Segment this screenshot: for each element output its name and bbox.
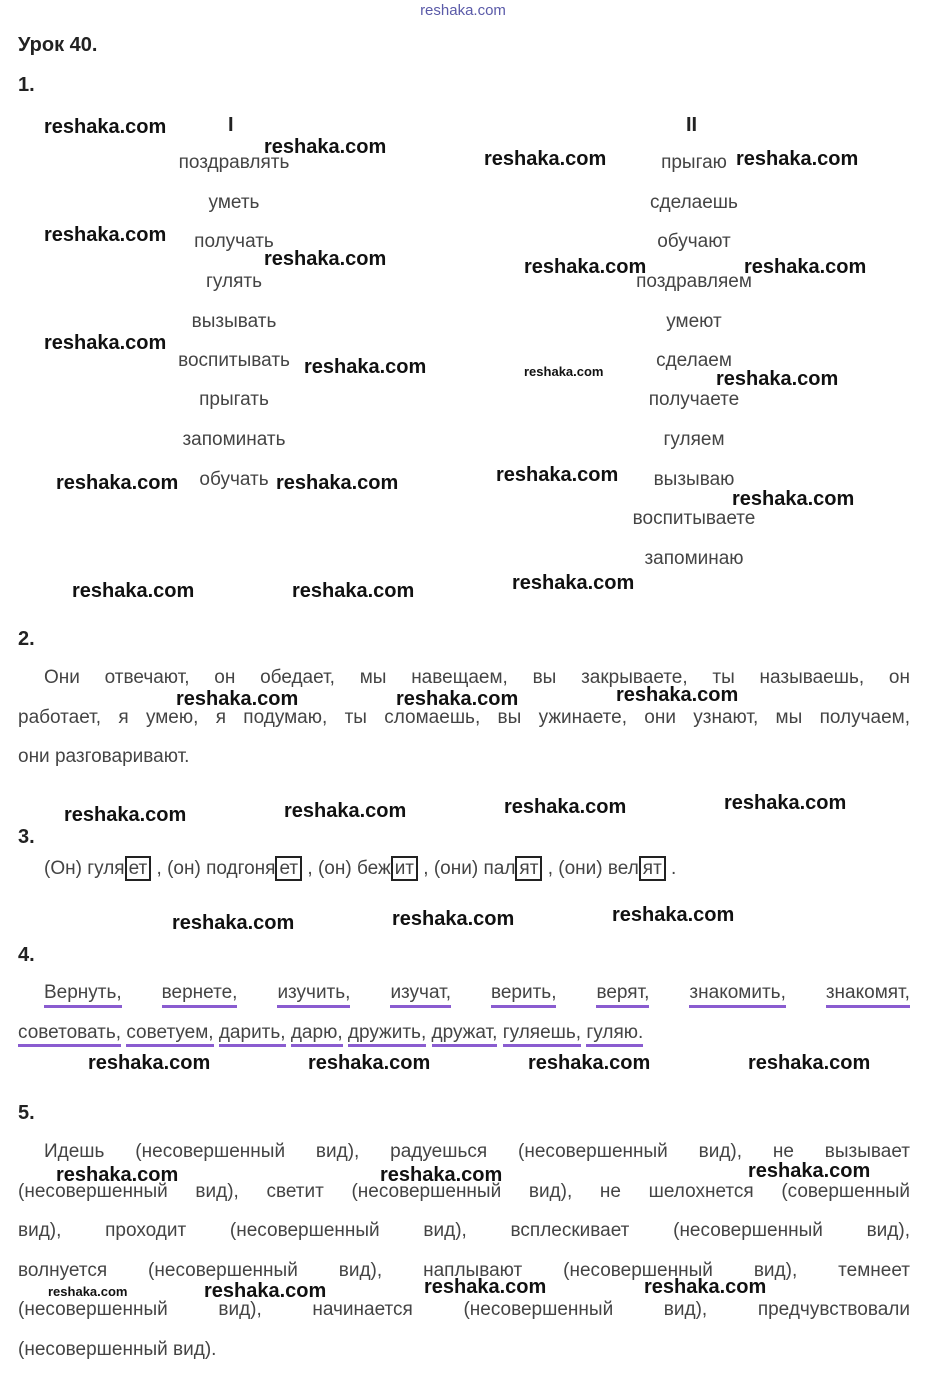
column-2-word: получаете [648, 389, 740, 410]
separator: , [418, 858, 434, 879]
verb-ending-box: ят [515, 856, 542, 881]
column-1-word: получать [194, 231, 274, 252]
column-1-word: поздравлять [178, 152, 290, 173]
underlined-word: вернете, [162, 982, 238, 1008]
watermark: reshaka.com [424, 1276, 547, 1298]
task-4-line-1 [44, 982, 910, 1008]
column-2-word: поздравляем [636, 271, 752, 292]
watermark: reshaka.com [744, 256, 867, 278]
watermark: reshaka.com [72, 580, 195, 602]
column-2-word: гуляем [663, 429, 725, 450]
task-5-line: (несовершенный вид), начинается (несовершенный вид), предчувствовали [18, 1299, 910, 1320]
task-4-line-2 [18, 1022, 643, 1044]
task-5-number: 5. [18, 1102, 35, 1124]
underlined-word: дарить, [219, 1022, 286, 1047]
watermark: reshaka.com [380, 1164, 503, 1186]
task-5-line: вид), проходит (несовершенный вид), всплескивает (несовершенный вид), [18, 1220, 910, 1241]
task-1-number: 1. [18, 74, 35, 96]
watermark: reshaka.com [176, 688, 299, 710]
underlined-word: знакомят, [826, 982, 910, 1008]
watermark: reshaka.com [736, 148, 859, 170]
verb-stem: (он) подгоня [167, 858, 276, 879]
separator: , [302, 858, 318, 879]
watermark: reshaka.com [732, 488, 855, 510]
task-5-line: Идешь (несовершенный вид), радуешься (несовершенный вид), не вызывает [44, 1141, 910, 1162]
watermark: reshaka.com [276, 472, 399, 494]
watermark: reshaka.com [616, 684, 739, 706]
column-1-word: обучать [199, 469, 269, 490]
verb-stem: (они) пал [433, 858, 516, 879]
verb-ending-box: ит [391, 856, 418, 881]
column-1-word: вызывать [191, 311, 277, 332]
watermark: reshaka.com [88, 1052, 211, 1074]
underlined-word: знакомить, [689, 982, 785, 1008]
column-2-word: прыгаю [661, 152, 727, 173]
underlined-word: дарю, [291, 1022, 343, 1047]
task-2-number: 2. [18, 628, 35, 650]
watermark: reshaka.com [724, 792, 847, 814]
watermark: reshaka.com [308, 1052, 431, 1074]
watermark: reshaka.com [484, 148, 607, 170]
task-2-line: Они отвечают, он обедает, мы навещаем, вы закрываете, ты называешь, он [44, 667, 910, 688]
watermark: reshaka.com [44, 332, 167, 354]
watermark: reshaka.com [56, 472, 179, 494]
underlined-word: гуляю. [586, 1022, 643, 1047]
verb-stem: (Он) гуля [44, 858, 125, 879]
underlined-word: дружить, [348, 1022, 426, 1047]
column-2-word: сделаем [656, 350, 732, 371]
watermark: reshaka.com [48, 1284, 128, 1299]
column-2-word: обучают [657, 231, 731, 252]
underlined-word: Вернуть, [44, 982, 122, 1008]
column-1-word: гулять [206, 271, 262, 292]
watermark: reshaka.com [264, 248, 387, 270]
task-2-text [18, 658, 910, 777]
watermark: reshaka.com [512, 572, 635, 594]
task-5-line: (несовершенный вид), светит (несовершенный вид), не шелохнется (совершенный [18, 1180, 910, 1202]
watermark: reshaka.com [612, 904, 735, 926]
column-1-word: уметь [208, 192, 260, 213]
watermark: reshaka.com [396, 688, 519, 710]
watermark: reshaka.com [644, 1276, 767, 1298]
column-1-word: воспитывать [178, 350, 290, 371]
column-2-word: вызываю [653, 469, 735, 490]
watermark: reshaka.com [748, 1160, 871, 1182]
watermark: reshaka.com [524, 256, 647, 278]
watermark: reshaka.com [716, 368, 839, 390]
column-2-word: сделаешь [650, 192, 738, 213]
watermark: reshaka.com [292, 580, 415, 602]
watermark: reshaka.com [748, 1052, 871, 1074]
task-2-line: работает, я умею, я подумаю, ты сломаешь, вы ужинаете, они узнают, мы получаем, [18, 706, 910, 728]
lesson-title: Урок 40. [18, 34, 98, 56]
column-2-label: II [686, 114, 698, 136]
task-4-number: 4. [18, 944, 35, 966]
column-1-label: I [228, 114, 234, 136]
column-1-word: запоминать [182, 429, 286, 450]
verb-stem: (он) беж [317, 858, 391, 879]
verb-ending-box: ят [639, 856, 666, 881]
task-3-text [44, 858, 676, 880]
underlined-word: дружат, [432, 1022, 498, 1047]
verb-ending-box: ет [125, 856, 152, 881]
task-3-number: 3. [18, 826, 35, 848]
watermark: reshaka.com [284, 800, 407, 822]
column-2-word: умеют [666, 311, 722, 332]
underlined-word: советуем, [126, 1022, 213, 1047]
site-header[interactable]: reshaka.com [420, 2, 506, 19]
task-5-line: (несовершенный вид). [18, 1338, 217, 1360]
underlined-word: советовать, [18, 1022, 121, 1047]
underlined-word: гуляешь, [503, 1022, 581, 1047]
watermark: reshaka.com [64, 804, 187, 826]
watermark: reshaka.com [392, 908, 515, 930]
watermark: reshaka.com [504, 796, 627, 818]
watermark: reshaka.com [44, 224, 167, 246]
watermark: reshaka.com [44, 116, 167, 138]
separator: . [665, 858, 677, 879]
task-2-line: они разговаривают. [18, 746, 190, 767]
task-5-line: волнуется (несовершенный вид), наплывают (несовершенный вид), темнеет [18, 1259, 910, 1281]
column-2-word: воспитываете [632, 508, 756, 529]
verb-stem: (они) вел [558, 858, 639, 879]
watermark: reshaka.com [56, 1164, 179, 1186]
underlined-word: верить, [491, 982, 557, 1008]
watermark: reshaka.com [528, 1052, 651, 1074]
column-1-word: прыгать [199, 389, 269, 410]
watermark: reshaka.com [524, 364, 604, 379]
underlined-word: изучат, [390, 982, 451, 1008]
watermark: reshaka.com [304, 356, 427, 378]
watermark: reshaka.com [496, 464, 619, 486]
underlined-word: верят, [596, 982, 649, 1008]
column-2-word: запоминаю [644, 548, 744, 569]
watermark: reshaka.com [172, 912, 295, 934]
underlined-word: изучить, [277, 982, 350, 1008]
watermark: reshaka.com [264, 136, 387, 158]
watermark: reshaka.com [204, 1280, 327, 1302]
verb-ending-box: ет [275, 856, 302, 881]
separator: , [542, 858, 559, 879]
separator: , [151, 858, 168, 879]
